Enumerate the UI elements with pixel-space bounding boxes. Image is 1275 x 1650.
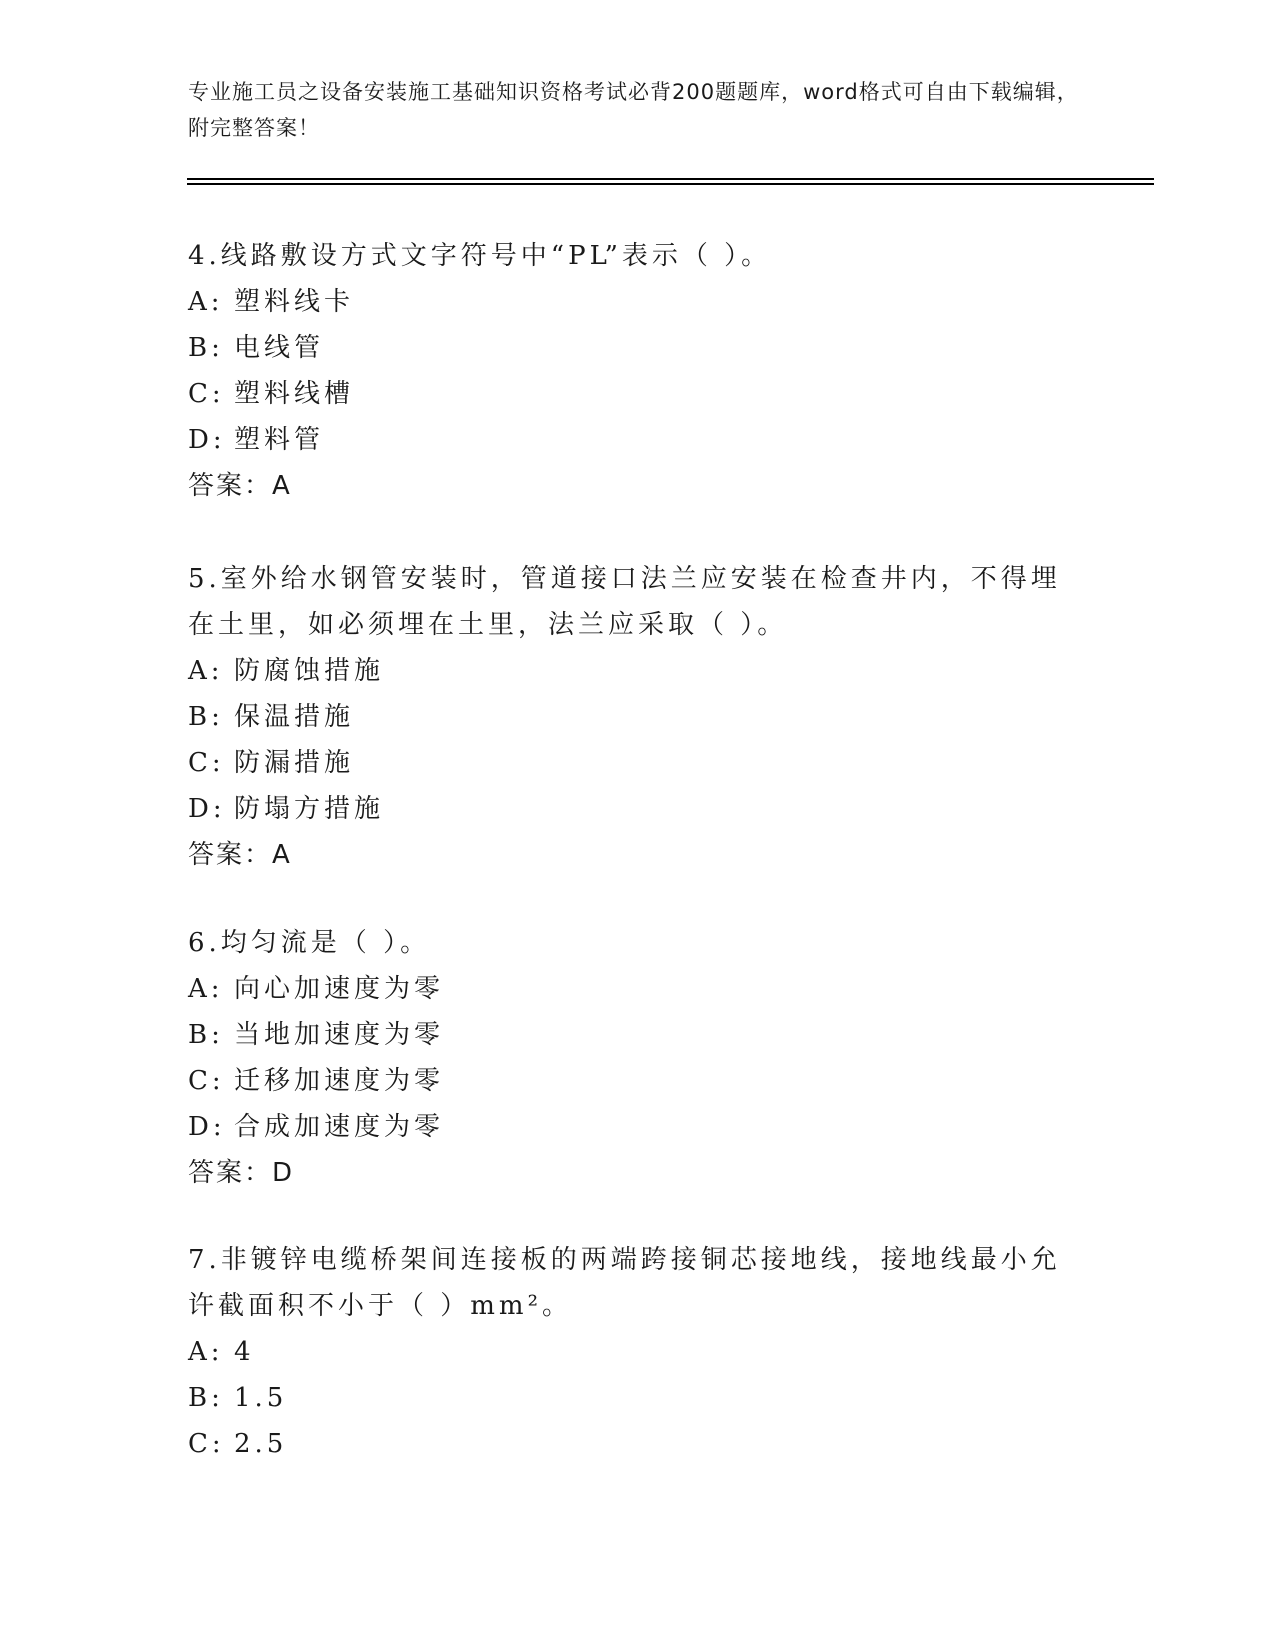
option-letter: B: bbox=[188, 1020, 224, 1050]
option-letter: D: bbox=[188, 425, 226, 455]
answer-line: 答案：A bbox=[188, 840, 292, 870]
option-text: 电线管 bbox=[234, 333, 325, 363]
option-text: 防漏措施 bbox=[234, 748, 355, 778]
question-stem: 7.非镀锌电缆桥架间连接板的两端跨接铜芯接地线，接地线最小允许截面积不小于（ ）mm²。 bbox=[188, 1245, 1061, 1321]
option-text: 防塌方措施 bbox=[234, 794, 385, 824]
option-text: 迁移加速度为零 bbox=[234, 1066, 445, 1096]
answer-line: 答案：D bbox=[188, 1158, 295, 1188]
option-letter: B: bbox=[188, 702, 224, 732]
option-letter: C: bbox=[188, 1066, 225, 1096]
option-c bbox=[188, 1421, 1088, 1467]
option-letter: D: bbox=[188, 1112, 226, 1142]
option-letter: A: bbox=[188, 974, 224, 1004]
question-stem: 5.室外给水钢管安装时，管道接口法兰应安装在检查井内，不得埋在土里，如必须埋在土里，法兰应采取（ ）。 bbox=[188, 564, 1061, 640]
option-text: 1.5 bbox=[234, 1383, 288, 1413]
option-b bbox=[188, 694, 1088, 740]
option-c bbox=[188, 1058, 1088, 1104]
option-text: 塑料线槽 bbox=[234, 379, 355, 409]
option-letter: C: bbox=[188, 379, 225, 409]
option-a bbox=[188, 1329, 1088, 1375]
option-d bbox=[188, 786, 1088, 832]
question-5 bbox=[188, 556, 1088, 878]
option-letter: C: bbox=[188, 1429, 225, 1459]
option-c bbox=[188, 740, 1088, 786]
option-letter: B: bbox=[188, 1383, 224, 1413]
header-divider-top bbox=[187, 178, 1154, 180]
option-c bbox=[188, 371, 1088, 417]
option-d bbox=[188, 417, 1088, 463]
option-b bbox=[188, 325, 1088, 371]
option-text: 塑料管 bbox=[234, 425, 325, 455]
option-b bbox=[188, 1375, 1088, 1421]
option-letter: A: bbox=[188, 1337, 224, 1367]
option-d bbox=[188, 1104, 1088, 1150]
question-stem: 6.均匀流是（ ）。 bbox=[188, 928, 431, 958]
option-text: 当地加速度为零 bbox=[234, 1020, 445, 1050]
option-letter: B: bbox=[188, 333, 224, 363]
option-text: 2.5 bbox=[234, 1429, 288, 1459]
option-a bbox=[188, 648, 1088, 694]
answer-line: 答案：A bbox=[188, 471, 292, 501]
header-divider-bottom bbox=[187, 183, 1154, 185]
option-text: 合成加速度为零 bbox=[234, 1112, 445, 1142]
option-text: 塑料线卡 bbox=[234, 287, 355, 317]
question-6 bbox=[188, 920, 1088, 1196]
option-a bbox=[188, 279, 1088, 325]
option-text: 防腐蚀措施 bbox=[234, 656, 385, 686]
option-text: 4 bbox=[234, 1337, 255, 1367]
option-letter: A: bbox=[188, 287, 224, 317]
option-letter: A: bbox=[188, 656, 224, 686]
question-7 bbox=[188, 1237, 1088, 1467]
option-text: 保温措施 bbox=[234, 702, 355, 732]
question-stem: 4.线路敷设方式文字符号中“PL”表示（ ）。 bbox=[188, 241, 772, 271]
option-letter: C: bbox=[188, 748, 225, 778]
option-letter: D: bbox=[188, 794, 226, 824]
option-a bbox=[188, 966, 1088, 1012]
document-header: 专业施工员之设备安装施工基础知识资格考试必背200题题库，word格式可自由下载编辑，附完整答案！ bbox=[188, 80, 1079, 140]
question-4 bbox=[188, 233, 1088, 509]
option-text: 向心加速度为零 bbox=[234, 974, 445, 1004]
option-b bbox=[188, 1012, 1088, 1058]
